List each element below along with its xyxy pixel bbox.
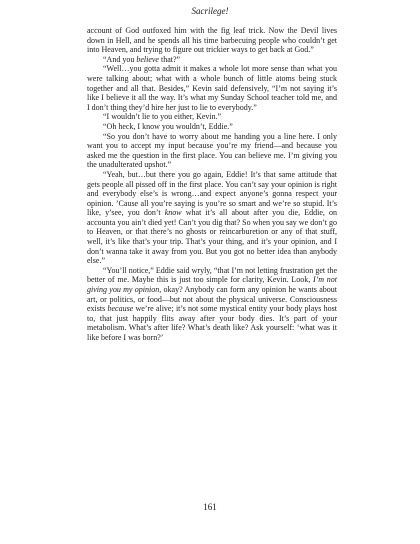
- paragraph: [87, 266, 337, 343]
- paragraph-text: “And you: [103, 54, 137, 64]
- paragraph: [87, 132, 337, 170]
- paragraph: [87, 55, 337, 65]
- paragraph-text: “You’ll notice,” Eddie said wryly, “that I’m not letting frustration get the better of me. Maybe this is just too simple for clarity, Kevin. Look,: [87, 265, 337, 285]
- paragraph: [87, 112, 337, 122]
- paragraph-text: “So you don’t have to worry about me handing you a line here. I only want you to accept my input because you’re my friend—and because you asked me the question in the first place. You can believe me. I’m giving you the unadulterated upshot.”: [87, 131, 337, 170]
- paragraph-text: what it’s all about after you die, Eddie, on accounta you ain’t died yet! Can’t you dig that? So when you say we don’t go to Heaven, or that there’s no ghosts or reincarburetion or any of that stuff, well, it’s like that’s your trip. That’s your thing, and it’s your opinion, and I don’t wanna take it away from you. But you got no better idea than anybody else.”: [87, 208, 337, 266]
- emphasis-text: know: [164, 208, 182, 218]
- paragraph-text: “Well…you gotta admit it makes a whole lot more sense than what you were talking about; what with a whole bunch of little atoms being stuck together and all that. Besides,” Kevin said defensively, “I’m not saying it’s like I believe it all the way. It’s what my Sunday School teacher told me, and I don’t thing they’d hire her just to lie to everybody.”: [87, 64, 337, 112]
- emphasis-text: I’m not giving you my opinion: [87, 275, 338, 295]
- paragraph-text: account of God outfoxed him with the fig leaf trick. Now the Devil lives down in Hell, and he spends all his time barbecuing people who couldn’t get into Heaven, and trying to figure out trickier ways to get back at God.”: [87, 26, 337, 55]
- paragraph: [87, 26, 337, 55]
- paragraph: [87, 170, 337, 266]
- paragraph-text: that?”: [158, 54, 181, 64]
- paragraph: [87, 122, 337, 132]
- emphasis-text: believe: [136, 54, 159, 64]
- running-header: Sacrilege!: [191, 6, 229, 16]
- emphasis-text: because: [107, 304, 134, 314]
- paragraph-text: “Oh heck, I know you wouldn’t, Eddie.”: [103, 121, 233, 131]
- paragraph: [87, 64, 337, 112]
- body-text: [87, 26, 337, 343]
- paragraph-text: “Yeah, but…but there you go again, Eddie! It’s that same attitude that gets people all pissed off in the first place. You can’t say your opinion is right and everybody else’s is wrong…and expect anyone’s gonna respect your opinion. ’Cause all you’re saying is you’re so smart and we’re so stupid. It’s like, y’see, you don’t: [87, 169, 337, 218]
- paragraph-text: “I wouldn’t lie to you either, Kevin.”: [103, 112, 222, 122]
- paragraph-text: , okay? Anybody can form any opinion he wants about art, or politics, or food—but not about the physical universe. Consciousness exists: [87, 285, 337, 314]
- paragraph-text: we’re alive; it’s not some mystical entity your body plays host to, that just happily flits away after your body dies. It’s part of your metabolism. What’s after life? What’s death like? Ask yourself: ‘what was it like before I was born?’: [87, 304, 337, 342]
- page-number: 161: [203, 502, 217, 512]
